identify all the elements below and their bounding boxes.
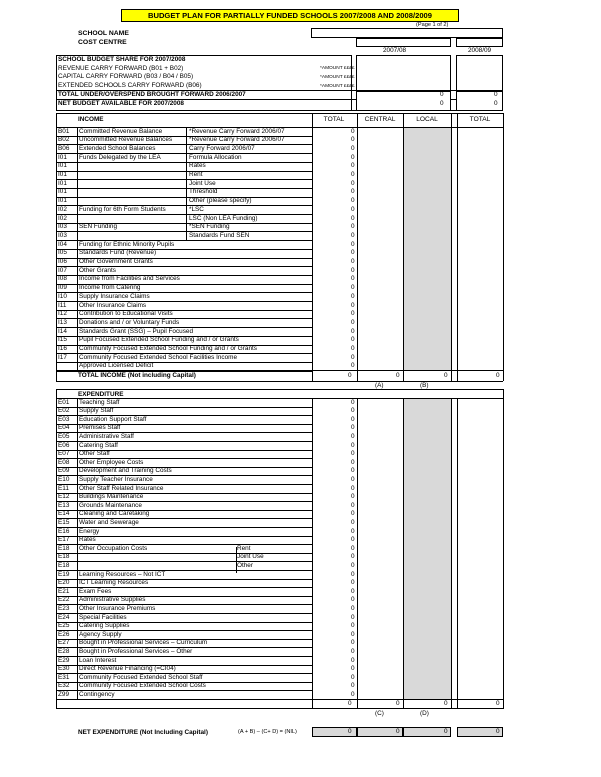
exp-row-code: E19 xyxy=(58,570,70,578)
exp-row-desc: Grounds Maintenance xyxy=(79,501,142,509)
exp-row-code: E08 xyxy=(58,458,70,466)
income-row-value[interactable]: 0 xyxy=(351,214,355,222)
exp-row-desc: Supply Teacher Insurance xyxy=(79,475,153,483)
income-row-sub: *Revenue Carry Forward 2006/07 xyxy=(189,136,285,144)
expenditure-heading: EXPENDITURE xyxy=(78,391,124,398)
income-row-code: B02 xyxy=(58,136,70,144)
exp-row-code: E07 xyxy=(58,450,70,458)
income-row-code: I09 xyxy=(58,284,67,292)
income-row-desc: Other Government Grants xyxy=(79,258,153,265)
income-row-value[interactable]: 0 xyxy=(351,179,355,187)
exp-row-code: E17 xyxy=(58,536,70,544)
income-row-value[interactable]: 0 xyxy=(351,240,355,248)
exp-row-value[interactable]: 0 xyxy=(351,561,355,569)
exp-row-code: E11 xyxy=(58,484,69,492)
income-row-value[interactable]: 0 xyxy=(351,205,355,213)
exp-row-desc: Premises Staff xyxy=(79,424,121,432)
net-budget-label: NET BUDGET AVAILABLE FOR 2007/2008 xyxy=(58,100,184,107)
income-row-sub: Standards Fund SEN xyxy=(189,231,250,239)
exp-row-code: E04 xyxy=(58,424,70,432)
net-exp-v1: 0 xyxy=(348,728,352,735)
exp-row-desc: Community Focused Extended School Staff xyxy=(79,673,203,681)
total-exp-total: 0 xyxy=(348,700,352,707)
share-row-amount: *AMOUNT ££££ xyxy=(320,66,355,71)
total-income-local: 0 xyxy=(444,372,448,379)
exp-row-value[interactable]: 0 xyxy=(351,467,355,475)
income-row-desc: Standards Fund (Revenue) xyxy=(79,249,157,257)
exp-row-code: E18 xyxy=(58,553,70,561)
cost-centre-field[interactable] xyxy=(356,38,451,47)
exp-row-value[interactable]: 0 xyxy=(351,639,355,647)
mark-d: (D) xyxy=(420,710,429,717)
income-row-desc: Community Focused Extended School Funding and / or Grants xyxy=(79,345,257,352)
income-row-value[interactable]: 0 xyxy=(351,231,355,239)
income-row-code: I10 xyxy=(58,292,67,300)
mark-a: (A) xyxy=(375,382,384,389)
income-row-code: I13 xyxy=(58,318,67,326)
exp-row-sub: Joint Use xyxy=(237,553,264,561)
exp-row-desc: Other Occupation Costs xyxy=(79,544,148,552)
total-income-2008: 0 xyxy=(496,372,500,379)
income-row-value[interactable]: 0 xyxy=(351,188,355,196)
exp-row-value[interactable]: 0 xyxy=(351,604,355,612)
total-income-label: TOTAL INCOME (Not including Capital) xyxy=(78,372,196,379)
income-row-value[interactable]: 0 xyxy=(351,301,355,309)
exp-row-code: E31 xyxy=(58,673,70,681)
exp-row-desc: Community Focused Extended School Costs xyxy=(79,682,206,690)
exp-row-code: E18 xyxy=(58,544,70,552)
income-row-sub: LSC (Non LEA Funding) xyxy=(189,214,258,222)
exp-row-desc: Bought in Professional Services – Curriculum xyxy=(79,639,208,647)
exp-row-code: E14 xyxy=(58,510,70,518)
income-row-value[interactable]: 0 xyxy=(351,249,355,257)
exp-row-value[interactable]: 0 xyxy=(351,682,355,690)
exp-row-code: E27 xyxy=(58,639,70,647)
local-col-shade xyxy=(404,398,451,699)
exp-row-desc: Administrative Staff xyxy=(79,432,134,440)
income-heading: INCOME xyxy=(78,116,104,123)
income-row-value[interactable]: 0 xyxy=(351,327,355,335)
exp-row-code: Z99 xyxy=(58,690,70,698)
income-row-desc: Funding for 6th Form Students xyxy=(79,205,166,213)
exp-row-value[interactable]: 0 xyxy=(351,570,355,578)
exp-row-sub: Rent xyxy=(237,544,251,552)
income-row-code: I03 xyxy=(58,231,67,239)
income-row-value[interactable]: 0 xyxy=(351,345,355,352)
exp-row-desc: Buildings Maintenance xyxy=(79,493,144,501)
exp-row-value[interactable]: 0 xyxy=(351,622,355,630)
net-exp-v3: 0 xyxy=(444,728,448,735)
income-row-desc: Standards Grant (SSG) – Pupil Focused xyxy=(79,327,194,335)
exp-row-desc: Catering Staff xyxy=(79,441,118,449)
income-row-code: I01 xyxy=(58,179,67,187)
income-row-code: I15 xyxy=(58,336,67,344)
net-exp-formula: (A + B) – (C+ D) = (NIL) xyxy=(238,729,297,735)
net-budget-value-2: 0 xyxy=(494,100,498,107)
share-row-label: EXTENDED SCHOOLS CARRY FORWARD (B06) xyxy=(58,82,202,89)
income-row-sub: Other (please specify) xyxy=(189,197,252,205)
exp-row-code: E25 xyxy=(58,622,70,630)
exp-row-value[interactable]: 0 xyxy=(351,518,355,526)
share-input-2008[interactable] xyxy=(456,55,503,91)
exp-row-desc: Rates xyxy=(79,536,96,544)
exp-row-desc: Energy xyxy=(79,527,100,535)
income-row-desc: Approved Licensed Deficit xyxy=(79,362,154,370)
exp-row-value[interactable]: 0 xyxy=(351,398,355,406)
exp-row-code: E21 xyxy=(58,587,70,595)
income-row-sub: Rates xyxy=(189,162,206,170)
income-row-desc: Contribution to Educational Visits xyxy=(79,310,173,318)
exp-row-value[interactable]: 0 xyxy=(351,432,355,440)
income-row-desc: Other Insurance Claims xyxy=(79,301,147,309)
income-row-sub: Carry Forward 2006/07 xyxy=(189,144,255,152)
income-row-value[interactable]: 0 xyxy=(351,284,355,292)
income-row-desc: Committed Revenue Balance xyxy=(79,127,163,135)
income-row-value[interactable]: 0 xyxy=(351,275,355,283)
income-row-code: I04 xyxy=(58,240,67,248)
exp-row-code: E32 xyxy=(58,682,70,690)
total-income-total: 0 xyxy=(348,372,352,379)
col-central: CENTRAL xyxy=(364,116,396,123)
income-row-desc: Funding for Ethnic Minority Pupils xyxy=(79,240,175,248)
income-row-code: I01 xyxy=(58,197,67,205)
income-row-code: I01 xyxy=(58,171,67,178)
income-row-code: I01 xyxy=(58,162,67,170)
income-row-code: I03 xyxy=(58,223,67,231)
exp-row-value[interactable]: 0 xyxy=(351,450,355,458)
income-row-code: I16 xyxy=(58,345,67,352)
income-row-code: I07 xyxy=(58,266,67,274)
col-total: TOTAL xyxy=(323,116,345,123)
exp-row-desc: Water and Sewerage xyxy=(79,518,139,526)
income-row-code: I12 xyxy=(58,310,67,318)
exp-row-value[interactable]: 0 xyxy=(351,501,355,509)
exp-row-code: E15 xyxy=(58,518,70,526)
net-exp-label: NET EXPENDITURE (Not Including Capital) xyxy=(78,729,208,736)
share-row-label: CAPITAL CARRY FORWARD (B03 / B04 / B05) xyxy=(58,73,194,80)
exp-row-code: E23 xyxy=(58,604,70,612)
total-under-value: 0 xyxy=(440,91,444,98)
income-row-value[interactable]: 0 xyxy=(351,258,355,265)
exp-row-code: E18 xyxy=(58,561,70,569)
exp-row-value[interactable]: 0 xyxy=(351,690,355,698)
income-row-sub: Formula Allocation xyxy=(189,153,242,161)
exp-row-desc: Administrative Supplies xyxy=(79,596,146,604)
exp-row-desc: Teaching Staff xyxy=(79,398,120,406)
income-row-value[interactable]: 0 xyxy=(351,310,355,318)
exp-row-value[interactable]: 0 xyxy=(351,673,355,681)
exp-row-value[interactable]: 0 xyxy=(351,596,355,604)
exp-row-value[interactable]: 0 xyxy=(351,579,355,587)
exp-row-desc: Other Insurance Premiums xyxy=(79,604,156,612)
exp-row-code: E01 xyxy=(58,398,70,406)
income-row-value[interactable]: 0 xyxy=(351,223,355,231)
income-row-code: I11 xyxy=(58,301,67,309)
income-row-value[interactable]: 0 xyxy=(351,153,355,161)
exp-row-desc: Bought in Professional Services – Other xyxy=(79,647,193,655)
income-row-sub: Rent xyxy=(189,171,203,178)
exp-row-code: E29 xyxy=(58,656,70,664)
exp-row-value[interactable]: 0 xyxy=(351,441,355,449)
exp-row-value[interactable]: 0 xyxy=(351,458,355,466)
exp-row-desc: ICT Learning Resources xyxy=(79,579,149,587)
income-row-desc: SEN Funding xyxy=(79,223,118,231)
exp-row-desc: Loan Interest xyxy=(79,656,117,664)
net-budget-value: 0 xyxy=(440,100,444,107)
exp-row-value[interactable]: 0 xyxy=(351,665,355,673)
exp-row-value[interactable]: 0 xyxy=(351,415,355,423)
income-row-value[interactable]: 0 xyxy=(351,353,355,361)
income-row-code: I14 xyxy=(58,327,67,335)
income-row-desc: Extended School Balances xyxy=(79,144,156,152)
exp-row-desc: Development and Training Costs xyxy=(79,467,172,475)
exp-row-value[interactable]: 0 xyxy=(351,553,355,561)
income-row-code: I02 xyxy=(58,205,67,213)
income-row-sub: *LSC xyxy=(189,205,204,213)
income-row-value[interactable]: 0 xyxy=(351,171,355,178)
income-row-code: I01 xyxy=(58,153,67,161)
cost-centre-label: COST CENTRE xyxy=(78,39,127,46)
income-row-value[interactable]: 0 xyxy=(351,162,355,170)
exp-row-code: E13 xyxy=(58,501,70,509)
income-row-code: B06 xyxy=(58,144,70,152)
exp-row-code: E09 xyxy=(58,467,70,475)
exp-row-desc: Learning Resources – Not ICT xyxy=(79,570,166,578)
income-row-sub: *Revenue Carry Forward 2006/07 xyxy=(189,127,285,135)
mark-b: (B) xyxy=(420,382,429,389)
income-row-code: B01 xyxy=(58,127,70,135)
exp-row-sub: Other xyxy=(237,561,253,569)
exp-row-desc: Other Staff xyxy=(79,450,110,458)
income-row-desc: Supply Insurance Claims xyxy=(79,292,150,300)
income-row-desc: Donations and / or Voluntary Funds xyxy=(79,318,180,326)
income-row-sub: *SEN Funding xyxy=(189,223,230,231)
exp-row-value[interactable]: 0 xyxy=(351,407,355,415)
exp-row-code: E06 xyxy=(58,441,70,449)
income-row-code: I17 xyxy=(58,353,67,361)
exp-row-desc: Catering Supplies xyxy=(79,622,130,630)
local-col-shade xyxy=(404,127,451,371)
exp-row-code: E12 xyxy=(58,493,70,501)
total-under-label: TOTAL UNDER/OVERSPEND BROUGHT FORWARD 2006/2007 xyxy=(58,91,246,98)
exp-row-desc: Other Employee Costs xyxy=(79,458,144,466)
income-row-code: I05 xyxy=(58,249,67,257)
exp-row-value[interactable]: 0 xyxy=(351,475,355,483)
income-row-value[interactable]: 0 xyxy=(351,266,355,274)
exp-row-code: E10 xyxy=(58,475,70,483)
exp-row-code: E28 xyxy=(58,647,70,655)
cost-centre-field-2[interactable] xyxy=(456,38,503,47)
school-name-label: SCHOOL NAME xyxy=(78,30,129,37)
exp-row-value[interactable]: 0 xyxy=(351,544,355,552)
share-heading: SCHOOL BUDGET SHARE FOR 2007/2008 xyxy=(58,56,186,63)
exp-row-code: E03 xyxy=(58,415,70,423)
income-row-desc: Funds Delegated by the LEA xyxy=(79,153,161,161)
income-row-value[interactable]: 0 xyxy=(351,136,355,144)
col-total-2008: TOTAL xyxy=(469,116,491,123)
share-total-2007 xyxy=(356,91,451,111)
exp-row-desc: Exam Fees xyxy=(79,587,112,595)
exp-row-desc: Supply Staff xyxy=(79,407,114,415)
exp-row-code: E16 xyxy=(58,527,70,535)
exp-row-value[interactable]: 0 xyxy=(351,630,355,638)
exp-row-desc: Other Staff Related Insurance xyxy=(79,484,164,492)
income-row-value[interactable]: 0 xyxy=(351,362,355,370)
income-row-value[interactable]: 0 xyxy=(351,144,355,152)
income-row-desc: Community Focused Extended School Facilities Income xyxy=(79,353,238,361)
mark-c: (C) xyxy=(375,710,384,717)
net-exp-v2: 0 xyxy=(396,728,400,735)
total-under-value-2: 0 xyxy=(494,91,498,98)
total-exp-local: 0 xyxy=(444,700,448,707)
exp-row-value[interactable]: 0 xyxy=(351,484,355,492)
exp-row-code: E20 xyxy=(58,579,70,587)
exp-row-desc: Cleaning and Caretaking xyxy=(79,510,150,518)
exp-row-code: E24 xyxy=(58,613,70,621)
col-local: LOCAL xyxy=(416,116,438,123)
exp-row-value[interactable]: 0 xyxy=(351,587,355,595)
exp-row-value[interactable]: 0 xyxy=(351,613,355,621)
exp-row-desc: Contingency xyxy=(79,690,115,698)
exp-row-value[interactable]: 0 xyxy=(351,527,355,535)
net-exp-v4: 0 xyxy=(496,728,500,735)
total-exp-2008: 0 xyxy=(496,700,500,707)
exp-row-value[interactable]: 0 xyxy=(351,656,355,664)
total-exp-central: 0 xyxy=(396,700,400,707)
income-row-sub: Joint Use xyxy=(189,179,216,187)
year-2008-label: 2008/09 xyxy=(468,47,492,54)
exp-row-value[interactable]: 0 xyxy=(351,536,355,544)
exp-row-desc: Agency Supply xyxy=(79,630,122,638)
page-title: BUDGET PLAN FOR PARTIALLY FUNDED SCHOOLS 2007/2008 AND 2008/2009 xyxy=(121,9,459,22)
school-name-field[interactable] xyxy=(311,28,503,38)
income-row-desc: Other Grants xyxy=(79,266,116,274)
exp-row-value[interactable]: 0 xyxy=(351,510,355,518)
exp-row-value[interactable]: 0 xyxy=(351,647,355,655)
income-row-value[interactable]: 0 xyxy=(351,336,355,344)
income-row-code: I01 xyxy=(58,188,67,196)
share-row-amount: *AMOUNT ££££ xyxy=(320,84,355,89)
income-row-value[interactable]: 0 xyxy=(351,197,355,205)
income-row-value[interactable]: 0 xyxy=(351,318,355,326)
income-row-desc: Income from Facilities and Services xyxy=(79,275,180,283)
year-2007-label: 2007/08 xyxy=(383,47,407,54)
exp-row-value[interactable]: 0 xyxy=(351,493,355,501)
income-row-desc: Uncommitted Revenue Balances xyxy=(79,136,173,144)
exp-row-code: E05 xyxy=(58,432,70,440)
income-row-sub: Threshold xyxy=(189,188,218,196)
income-row-code: I02 xyxy=(58,214,67,222)
exp-row-code: E02 xyxy=(58,407,70,415)
income-row-value[interactable]: 0 xyxy=(351,292,355,300)
exp-row-code: E22 xyxy=(58,596,70,604)
share-row-amount: *AMOUNT ££££ xyxy=(320,75,355,80)
share-input-2007[interactable] xyxy=(356,55,451,91)
exp-row-code: E30 xyxy=(58,665,70,673)
page-number: (Page 1 of 2) xyxy=(416,22,449,28)
income-row-desc: Pupil Focused Extended School Funding and / or Grants xyxy=(79,336,239,344)
income-row-code: I06 xyxy=(58,258,67,265)
income-row-desc: Income from Catering xyxy=(79,284,141,292)
exp-row-desc: Direct Revenue Financing (=CI04) xyxy=(79,665,176,673)
exp-row-desc: Special Facilities xyxy=(79,613,127,621)
income-row-code: I08 xyxy=(58,275,67,283)
exp-row-desc: Education Support Staff xyxy=(79,415,147,423)
share-row-label: REVENUE CARRY FORWARD (B01 + B02) xyxy=(58,65,184,72)
income-row-value[interactable]: 0 xyxy=(351,127,355,135)
exp-row-code: E26 xyxy=(58,630,70,638)
total-income-central: 0 xyxy=(396,372,400,379)
exp-row-value[interactable]: 0 xyxy=(351,424,355,432)
